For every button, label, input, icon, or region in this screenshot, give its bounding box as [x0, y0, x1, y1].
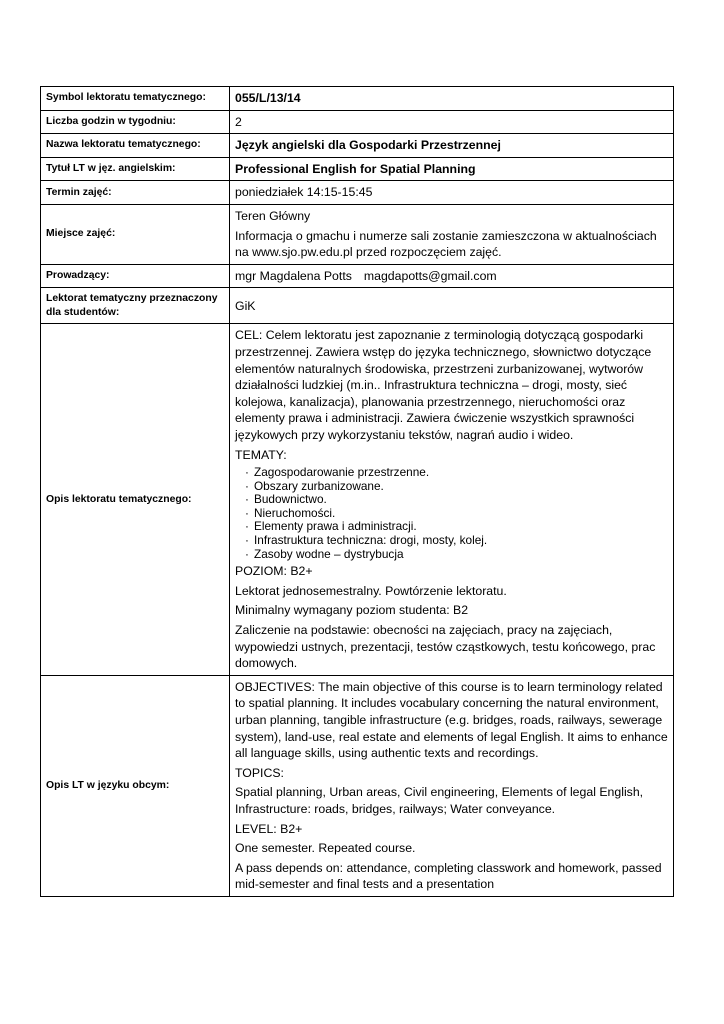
desc-pl-pass: Zaliczenie na podstawie: obecności na zajęciach, pracy na zajęciach, wypowiedzi ustnych, prezentacji, testów cząstkowych, testu końcowego, prac domowych. [235, 623, 656, 671]
value-desc-pl [230, 324, 674, 675]
value-title-en: Professional English for Spatial Planning [230, 157, 674, 181]
value-symbol: 055/L/13/14 [230, 87, 674, 111]
course-info-table [40, 86, 674, 897]
label-name: Nazwa lektoratu tematycznego: [41, 134, 230, 158]
row-title-en [41, 157, 674, 181]
label-symbol: Symbol lektoratu tematycznego: [41, 87, 230, 111]
bullet-icon: · [245, 533, 249, 548]
place-info: Informacja o gmachu i numerze sali zostanie zamieszczona w aktualnościach na www.sjo.pw.edu.pl przed rozpoczęciem zajęć. [235, 228, 657, 260]
desc-pl-level: POZIOM: B2+ [235, 564, 313, 579]
desc-pl-semester: Lektorat jednosemestralny. Powtórzenie lektoratu. [235, 583, 507, 598]
desc-en-level: LEVEL: B2+ [235, 821, 303, 836]
label-hours: Liczba godzin w tygodniu: [41, 110, 230, 134]
bullet-icon: · [245, 478, 249, 493]
value-hours: 2 [230, 110, 674, 134]
list-item: · Obszary zurbanizowane. [245, 478, 384, 493]
list-item: · Zagospodarowanie przestrzenne. [245, 465, 430, 480]
desc-en-topics: Spatial planning, Urban areas, Civil engineering, Elements of legal English, Infrastructure: roads, bridges, railways; Water conveyance. [235, 785, 644, 816]
row-name [41, 134, 674, 158]
bullet-icon: · [245, 519, 249, 534]
list-item: · Infrastruktura techniczna: drogi, mosty, kolej. [245, 533, 488, 548]
row-desc-en [41, 675, 674, 896]
value-teacher [230, 264, 674, 288]
place-campus: Teren Główny [235, 208, 311, 223]
bullet-icon: · [245, 492, 249, 507]
value-place [230, 204, 674, 264]
row-place [41, 204, 674, 264]
list-item: · Zasoby wodne – dystrybucja [245, 546, 404, 561]
desc-pl-min-level: Minimalny wymagany poziom studenta: B2 [235, 603, 469, 618]
desc-pl-topics-list [235, 466, 668, 561]
teacher-email[interactable]: magdapotts@gmail.com [363, 268, 497, 283]
label-teacher: Prowadzący: [41, 264, 230, 288]
label-desc-pl: Opis lektoratu tematycznego: [41, 324, 230, 675]
value-name: Język angielski dla Gospodarki Przestrzennej [230, 134, 674, 158]
desc-en-semester: One semester. Repeated course. [235, 841, 416, 856]
list-item: · Budownictwo. [245, 492, 327, 507]
teacher-name: mgr Magdalena Potts [235, 268, 352, 283]
desc-en-objectives: OBJECTIVES: The main objective of this course is to learn terminology related to spatial planning. It includes vocabulary concerning the natural environment, urban planning, tangible infrastructure (e.g. bridges, roads, railways, sewerage system), land-use, real estate and elements of legal English. It aims to enhance all language skills, using authentic texts and recordings. [235, 679, 668, 761]
row-audience [41, 288, 674, 324]
bullet-icon: · [245, 465, 249, 480]
label-title-en: Tytuł LT w jęz. angielskim: [41, 157, 230, 181]
row-hours [41, 110, 674, 134]
row-teacher [41, 264, 674, 288]
label-term: Termin zajęć: [41, 181, 230, 205]
value-desc-en [230, 675, 674, 896]
label-desc-en: Opis LT w języku obcym: [41, 675, 230, 896]
desc-pl-goal: CEL: Celem lektoratu jest zapoznanie z terminologią dotyczącą gospodarki przestrzennej. Zawiera wstęp do języka technicznego, słownictwo dotyczące elementów naturalnych środowiska, przestrzeni zurbanizowanej, wytworów działalności ludzkiej (m.in.. Infrastruktura techniczna – drogi, mosty, sieć kolejowa, kanalizacja), planowania przestrzennego, nieruchomości oraz elementy prawa i administracji. Zawiera ćwiczenie wszystkich sprawności językowych przy wykorzystaniu tekstów, nagrań audio i wideo. [235, 328, 652, 442]
row-symbol [41, 87, 674, 111]
bullet-icon: · [245, 546, 249, 561]
desc-en-pass: A pass depends on: attendance, completing classwork and homework, passed mid-semester and final tests and a presentation [235, 860, 662, 892]
list-item: · Nieruchomości. [245, 505, 336, 520]
value-term: poniedziałek 14:15-15:45 [230, 181, 674, 205]
label-audience: Lektorat tematyczny przeznaczony dla studentów: [41, 288, 230, 324]
desc-en-topics-heading: TOPICS: [235, 765, 284, 780]
label-place: Miejsce zajęć: [41, 204, 230, 264]
list-item: · Elementy prawa i administracji. [245, 519, 417, 534]
desc-pl-topics-heading: TEMATY: [235, 447, 287, 462]
row-term [41, 181, 674, 205]
value-audience: GiK [230, 288, 674, 324]
bullet-icon: · [245, 505, 249, 520]
row-desc-pl [41, 324, 674, 675]
